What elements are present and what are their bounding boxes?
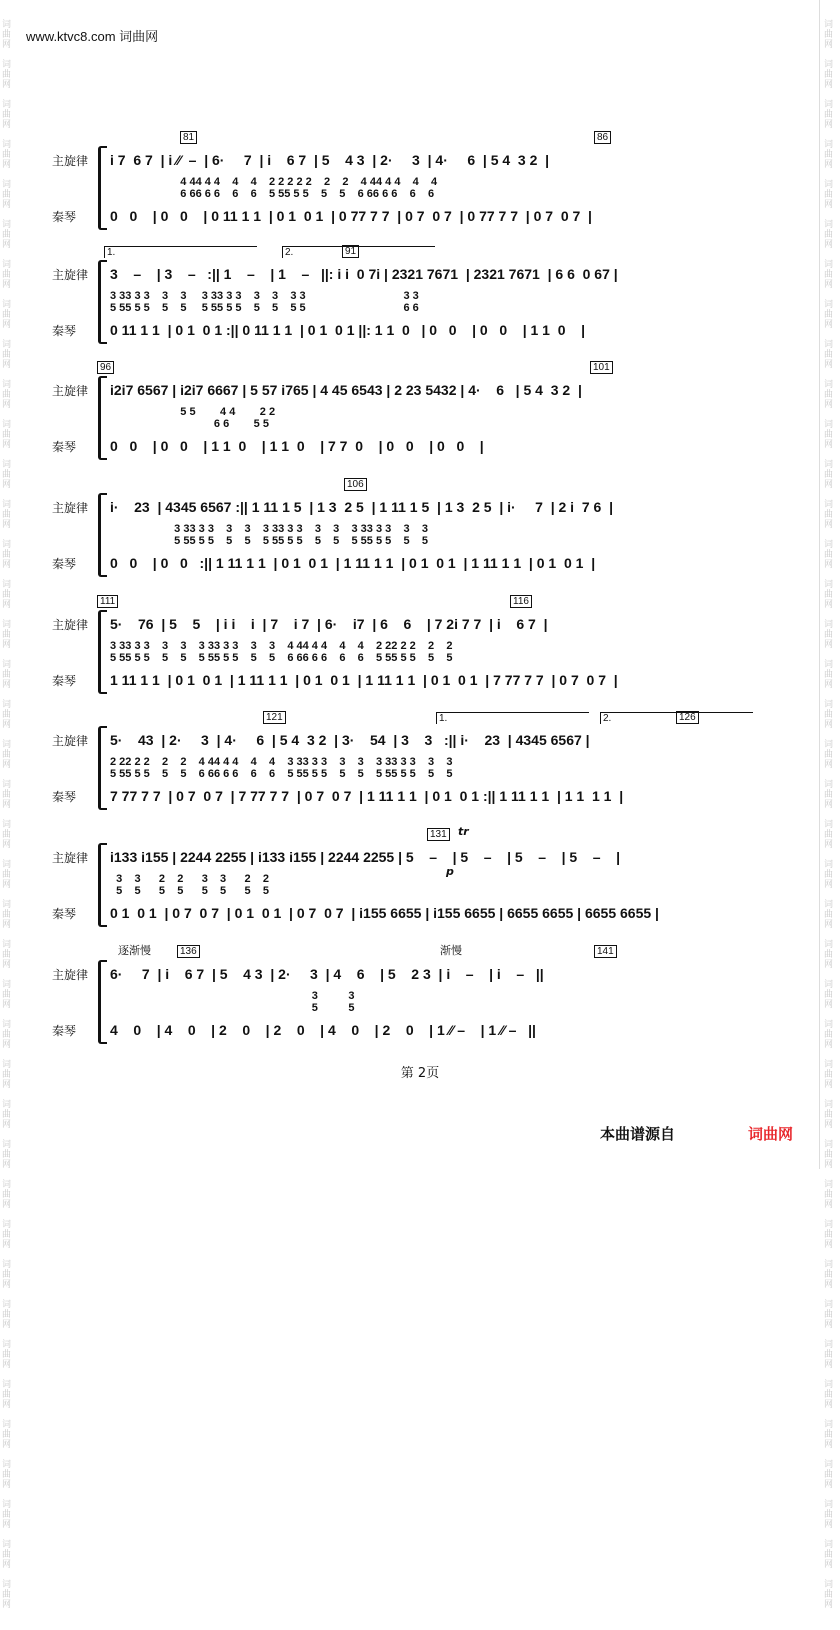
accomp-line: 0 0 | 0 0 | 1 1 0 | 1 1 0 | 7 7 0 | 0 0 | 0 0 | [110,438,484,454]
score-system [0,825,840,935]
measure-number: 136 [177,945,200,958]
system-bracket [98,146,107,230]
chord-notes: 4 44 4 4 4 4 2 2 2 2 2 2 2 4 44 4 4 4 4 6 66 6 6 6 6 5 55 5 5 5 5 6 66 6 6 6 6 [180,176,438,200]
part-label-melody: 主旋律 [52,968,89,982]
accomp-line: 0 0 | 0 0 :|| 1 11 1 1 | 0 1 0 1 | 1 11 1 1 | 0 1 0 1 | 1 11 1 1 | 0 1 0 1 | [110,555,596,571]
score-system [0,242,840,352]
measure-number: 96 [97,361,114,374]
measure-number: 126 [676,711,699,724]
watermark-left: 词 曲 网 词 曲 网 词 曲 网 词 曲 网 词 曲 网 词 曲 网 词 曲 网 词 曲 网 词 曲 网 词 曲 网 词 曲 网 词 曲 网 词 曲 网 词 曲 网 词 曲 网 词 曲 网 词 曲 网 词 曲 网 词 曲 网 词 曲 网 词 曲 网 词 曲 网 词 曲 网 词 曲 网 词 曲 网 词 曲 网 词 曲 网 词 曲 网 词 曲 网 词 曲 网 词 曲 网 词 曲 网 词 曲 网 词 曲 网 词 曲 网 词 曲 网 词 曲 网 词 曲 网 词 曲 网 词 曲 网 [2,20,12,1610]
system-bracket [98,493,107,577]
chord-notes: 3 3 5 5 [311,990,355,1014]
score-system [0,475,840,585]
volta-ending: 1. [104,246,257,258]
chord-notes: 2 22 2 2 2 2 4 44 4 4 4 4 3 33 3 3 3 3 3 33 3 3 3 3 5 55 5 5 5 5 6 66 6 6 6 6 5 55 5 5 5 5 5 55 5 5 5 5 [110,756,453,780]
part-label-melody: 主旋律 [52,734,89,748]
system-bracket [98,726,107,810]
measure-number: 116 [510,595,532,608]
accomp-line: 7 77 7 7 | 0 7 0 7 | 7 77 7 7 | 0 7 0 7 | 1 11 1 1 | 0 1 0 1 :|| 1 11 1 1 | 1 1 1 1 | [110,788,624,804]
melody-line: 3 – | 3 – :|| 1 – | 1 – ||: i i 0 7i | 2321 7671 | 2321 7671 | 6 6 0 67 | [110,266,618,282]
part-label-accomp: 秦琴 [52,907,77,921]
accomp-line: 0 1 0 1 | 0 7 0 7 | 0 1 0 1 | 0 7 0 7 | i155 6655 | i155 6655 | 6655 6655 | 6655 6655 | [110,905,659,921]
melody-line: 5· 43 | 2· 3 | 4· 6 | 5 4 3 2 | 3· 54 | 3 3 :|| i· 23 | 4345 6567 | [110,732,590,748]
system-bracket [98,260,107,344]
part-label-accomp: 秦琴 [52,790,77,804]
system-bracket [98,960,107,1044]
melody-line: 6· 7 | i 6 7 | 5 4 3 | 2· 3 | 4 6 | 5 2 3 | i – | i – || [110,966,544,982]
accomp-line: 0 11 1 1 | 0 1 0 1 :|| 0 11 1 1 | 0 1 0 1 ||: 1 1 0 | 0 0 | 0 0 | 1 1 0 | [110,322,586,338]
chord-notes: 5 5 4 4 2 2 6 6 5 5 [180,406,276,430]
melody-line: i· 23 | 4345 6567 :|| 1 11 1 5 | 1 3 2 5 | 1 11 1 5 | 1 3 2 5 | i· 7 | 2 i 7 6 | [110,499,614,515]
chord-notes: 3 33 3 3 3 3 3 33 3 3 3 3 3 3 3 3 5 55 5 5 5 5 5 55 5 5 5 5 5 5 6 6 [110,290,419,314]
part-label-melody: 主旋律 [52,618,89,632]
score-system [0,358,840,468]
tempo-marking: 渐慢 [440,944,462,957]
accomp-line: 4 0 | 4 0 | 2 0 | 2 0 | 4 0 | 2 0 | 1 ⁄⁄ – | 1 ⁄⁄ – || [110,1022,536,1038]
measure-number: 91 [342,245,359,258]
measure-number: 121 [263,711,286,724]
melody-line: i133 i155 | 2244 2255 | i133 i155 | 2244 2255 | 5 – | 5 – | 5 – | 5 – | [110,849,621,865]
part-label-melody: 主旋律 [52,501,89,515]
measure-number: 106 [344,478,367,491]
part-label-accomp: 秦琴 [52,557,77,571]
part-label-melody: 主旋律 [52,384,89,398]
measure-number: 81 [180,131,197,144]
part-label-melody: 主旋律 [52,268,89,282]
part-label-accomp: 秦琴 [52,674,77,688]
site-url[interactable]: www.ktvc8.com 词曲网 [26,29,159,44]
melody-line: i 7 6 7 | i ⁄⁄ – | 6· 7 | i 6 7 | 5 4 3 | 2· 3 | 4· 6 | 5 4 3 2 | [110,152,550,168]
part-label-accomp: 秦琴 [52,1024,77,1038]
measure-number: 101 [590,361,613,374]
melody-line: 5· 76 | 5 5 | i i i | 7 i 7 | 6· i7 | 6 6 | 7 2i 7 7 | i 6 7 | [110,616,548,632]
part-label-accomp: 秦琴 [52,210,77,224]
dynamic-mark: p [446,865,454,878]
chord-notes: 3 3 2 2 3 3 2 2 5 5 5 5 5 5 5 5 [116,873,269,897]
measure-number: 86 [594,131,611,144]
brand-logo[interactable]: 词曲网 [748,1125,794,1143]
score-system [0,708,840,818]
chord-notes: 3 33 3 3 3 3 3 33 3 3 3 3 4 44 4 4 4 4 2 22 2 2 2 2 5 55 5 5 5 5 5 55 5 5 5 5 6 66 6 6 6 6 5 55 5 5 5 5 [110,640,453,664]
system-bracket [98,843,107,927]
score-system [0,942,840,1052]
volta-ending: 1. [436,712,589,724]
measure-number: 111 [97,595,118,608]
part-label-accomp: 秦琴 [52,324,77,338]
part-label-melody: 主旋律 [52,154,89,168]
accomp-line: 1 11 1 1 | 0 1 0 1 | 1 11 1 1 | 0 1 0 1 | 1 11 1 1 | 0 1 0 1 | 7 77 7 7 | 0 7 0 7 | [110,672,618,688]
source-label: 本曲谱源自 [600,1125,676,1143]
watermark-right: 词 曲 网 词 曲 网 词 曲 网 词 曲 网 词 曲 网 词 曲 网 词 曲 网 词 曲 网 词 曲 网 词 曲 网 词 曲 网 词 曲 网 词 曲 网 词 曲 网 词 曲 网 词 曲 网 词 曲 网 词 曲 网 词 曲 网 词 曲 网 词 曲 网 词 曲 网 词 曲 网 词 曲 网 词 曲 网 词 曲 网 词 曲 网 词 曲 网 词 曲 网 词 曲 网 词 曲 网 词 曲 网 词 曲 网 词 曲 网 词 曲 网 词 曲 网 词 曲 网 词 曲 网 词 曲 网 词 曲 网 [824,20,834,1610]
tempo-marking: 逐渐慢 [118,944,151,957]
score-system [0,128,840,238]
measure-number: 141 [594,945,617,958]
volta-ending: 2. [600,712,753,724]
part-label-melody: 主旋律 [52,851,89,865]
page-number: 第 2页 [400,1066,440,1081]
chord-notes: 3 33 3 3 3 3 3 33 3 3 3 3 3 33 3 3 3 3 5 55 5 5 5 5 5 55 5 5 5 5 5 55 5 5 5 5 [174,523,428,547]
system-bracket [98,610,107,694]
part-label-accomp: 秦琴 [52,440,77,454]
accomp-line: 0 0 | 0 0 | 0 11 1 1 | 0 1 0 1 | 0 77 7 7 | 0 7 0 7 | 0 77 7 7 | 0 7 0 7 | [110,208,592,224]
volta-ending: 2. [282,246,435,258]
melody-line: i2i7 6567 | i2i7 6667 | 5 57 i765 | 4 45 6543 | 2 23 5432 | 4· 6 | 5 4 3 2 | [110,382,582,398]
system-bracket [98,376,107,460]
trill-mark: tr [458,825,469,838]
score-system [0,592,840,702]
measure-number: 131 [427,828,450,841]
